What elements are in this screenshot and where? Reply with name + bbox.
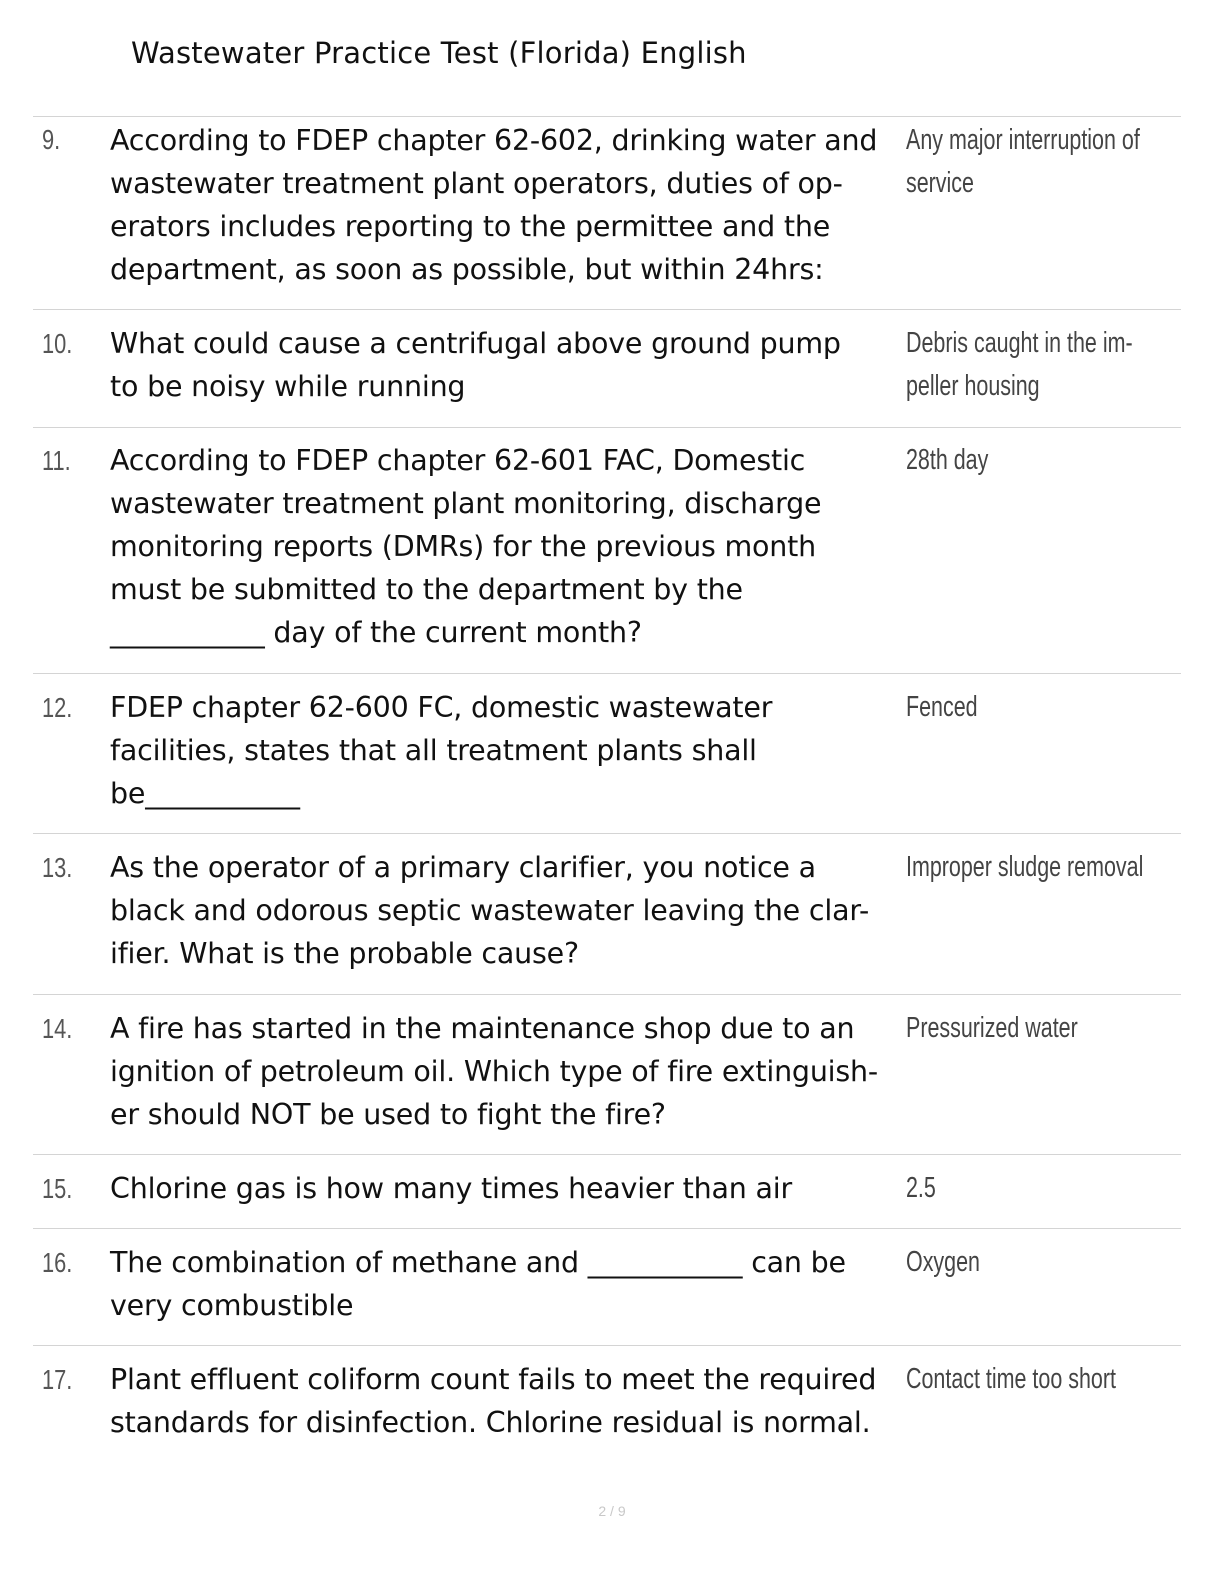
question-line: wastewater treatment plant operators, duties of op- (110, 167, 843, 200)
question-number: 12. (42, 692, 73, 723)
answer-line: Contact time too short (906, 1363, 1116, 1395)
question-line: According to FDEP chapter 62-601 FAC, Domestic (110, 444, 806, 477)
question-text (110, 322, 900, 408)
answer-line: 28th day (906, 444, 989, 476)
answer-line: Pressurized water (906, 1012, 1078, 1044)
answer-line: Debris caught in the im- (906, 327, 1133, 359)
page-number: 2 / 9 (598, 1503, 626, 1519)
divider (33, 673, 1181, 674)
question-number: 11. (42, 445, 71, 476)
answer-line: Any major interruption of (906, 124, 1140, 156)
question-line: According to FDEP chapter 62-602, drinking water and (110, 124, 878, 157)
question-number: 10. (42, 328, 73, 359)
divider (33, 994, 1181, 995)
question-number: 15. (42, 1173, 73, 1204)
answer-line: service (906, 167, 974, 199)
divider (33, 1228, 1181, 1229)
answer-text (906, 1167, 1202, 1210)
divider (33, 427, 1181, 428)
question-text (110, 846, 900, 975)
question-line: facilities, states that all treatment plants shall (110, 734, 757, 767)
question-line: ___________ day of the current month? (110, 616, 642, 649)
question-line: wastewater treatment plant monitoring, discharge (110, 487, 822, 520)
answer-text (906, 439, 1202, 482)
question-line: FDEP chapter 62-600 FC, domestic wastewater (110, 691, 773, 724)
divider (33, 1154, 1181, 1155)
answer-text (906, 1358, 1202, 1401)
divider (33, 116, 1181, 117)
question-text (110, 1007, 900, 1136)
question-line: Plant effluent coliform count fails to meet the required (110, 1363, 877, 1396)
question-line: What could cause a centrifugal above ground pump (110, 327, 841, 360)
answer-text (906, 1007, 1202, 1050)
question-text (110, 1358, 900, 1444)
question-text (110, 1241, 900, 1327)
question-line: black and odorous septic wastewater leaving the clar- (110, 894, 870, 927)
answer-text (906, 322, 1202, 408)
question-line: standards for disinfection. Chlorine residual is normal. (110, 1406, 871, 1439)
question-line: very combustible (110, 1289, 354, 1322)
question-line: ifier. What is the probable cause? (110, 937, 579, 970)
answer-text (906, 1241, 1202, 1284)
question-line: be___________ (110, 777, 300, 810)
question-line: to be noisy while running (110, 370, 466, 403)
page-title: Wastewater Practice Test (Florida) English (131, 36, 747, 70)
question-text (110, 686, 900, 815)
question-line: As the operator of a primary clarifier, you notice a (110, 851, 816, 884)
question-number: 17. (42, 1364, 73, 1395)
question-line: erators includes reporting to the permittee and the (110, 210, 831, 243)
answer-line: Oxygen (906, 1246, 980, 1278)
answer-text (906, 686, 1202, 729)
divider (33, 833, 1181, 834)
answer-text (906, 846, 1202, 889)
question-number: 13. (42, 852, 73, 883)
question-line: A fire has started in the maintenance shop due to an (110, 1012, 855, 1045)
divider (33, 309, 1181, 310)
question-line: Chlorine gas is how many times heavier than air (110, 1172, 792, 1205)
question-text (110, 119, 900, 291)
question-number: 9. (42, 124, 61, 155)
answer-line: peller housing (906, 370, 1040, 402)
answer-line: Improper sludge removal (906, 851, 1144, 883)
question-line: ignition of petroleum oil. Which type of fire extinguish- (110, 1055, 878, 1088)
question-line: er should NOT be used to fight the fire? (110, 1098, 666, 1131)
question-line: The combination of methane and ___________ can be (110, 1246, 846, 1279)
question-line: department, as soon as possible, but within 24hrs: (110, 253, 824, 286)
answer-text (906, 119, 1202, 205)
question-line: must be submitted to the department by the (110, 573, 743, 606)
divider (33, 1345, 1181, 1346)
question-number: 14. (42, 1013, 73, 1044)
answer-line: Fenced (906, 691, 978, 723)
question-text (110, 1167, 900, 1210)
question-line: monitoring reports (DMRs) for the previous month (110, 530, 816, 563)
answer-line: 2.5 (906, 1172, 936, 1204)
question-number: 16. (42, 1247, 73, 1278)
question-text (110, 439, 900, 654)
